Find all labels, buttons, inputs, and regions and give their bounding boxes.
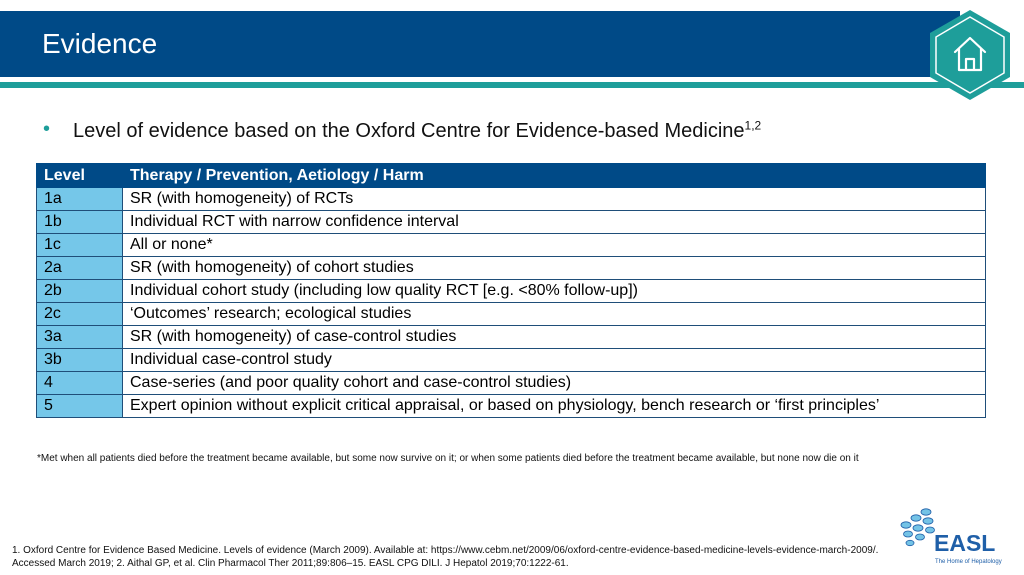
description-cell: Expert opinion without explicit critical appraisal, or based on physiology, bench research or ‘first principles’ xyxy=(123,395,986,418)
description-cell: SR (with homogeneity) of cohort studies xyxy=(123,257,986,280)
level-cell: 2b xyxy=(37,280,123,303)
easl-logo-tagline: The Home of Hepatology xyxy=(935,559,1002,565)
description-cell: SR (with homogeneity) of case-control studies xyxy=(123,326,986,349)
description-cell: ‘Outcomes’ research; ecological studies xyxy=(123,303,986,326)
table-row xyxy=(37,326,986,349)
level-cell: 1c xyxy=(37,234,123,257)
table-header-description: Therapy / Prevention, Aetiology / Harm xyxy=(123,164,986,188)
table-row xyxy=(37,349,986,372)
easl-logo xyxy=(896,505,1012,569)
table-row xyxy=(37,257,986,280)
level-cell: 3a xyxy=(37,326,123,349)
table-row xyxy=(37,188,986,211)
level-cell: 2c xyxy=(37,303,123,326)
description-cell: Individual case-control study xyxy=(123,349,986,372)
table-row xyxy=(37,280,986,303)
level-cell: 1a xyxy=(37,188,123,211)
level-cell: 5 xyxy=(37,395,123,418)
references: 1. Oxford Centre for Evidence Based Medicine. Levels of evidence (March 2009). Available at: https://www.cebm.net/2009/06/oxford-centre-evidence-based-medicine-levels-evidence-march-2009/. Accessed March 2019; 2. Aithal GP, et al. Clin Pharmacol Ther 2011;89:806–15. EASL CPG DILI. J Hepatol 2019;70:1222-61. xyxy=(12,545,879,569)
description-cell: SR (with homogeneity) of RCTs xyxy=(123,188,986,211)
evidence-table xyxy=(36,163,986,418)
level-cell: 3b xyxy=(37,349,123,372)
description-cell: Individual RCT with narrow confidence interval xyxy=(123,211,986,234)
description-cell: Case-series (and poor quality cohort and case-control studies) xyxy=(123,372,986,395)
home-icon[interactable] xyxy=(928,8,1012,102)
table-row xyxy=(37,303,986,326)
level-cell: 2a xyxy=(37,257,123,280)
level-cell: 4 xyxy=(37,372,123,395)
table-row xyxy=(37,211,986,234)
description-cell: All or none* xyxy=(123,234,986,257)
bullet-text xyxy=(73,118,761,144)
footnote: *Met when all patients died before the treatment became available, but some now survive on it; or when some patients died before the treatment became available, but none now die on it xyxy=(37,453,859,464)
easl-logo-text: EASL xyxy=(934,530,996,556)
bullet-marker: • xyxy=(43,118,51,140)
table-row xyxy=(37,372,986,395)
table-header-level: Level xyxy=(37,164,123,188)
level-cell: 1b xyxy=(37,211,123,234)
description-cell: Individual cohort study (including low quality RCT [e.g. <80% follow-up]) xyxy=(123,280,986,303)
table-header-row xyxy=(37,164,986,188)
table-row xyxy=(37,395,986,418)
bullet-main-text: Level of evidence based on the Oxford Centre for Evidence-based Medicine xyxy=(73,120,745,142)
header-stripe xyxy=(0,82,1024,88)
slide-title: Evidence xyxy=(42,28,158,59)
table-row xyxy=(37,234,986,257)
bullet-superscript: 1,2 xyxy=(744,118,762,133)
